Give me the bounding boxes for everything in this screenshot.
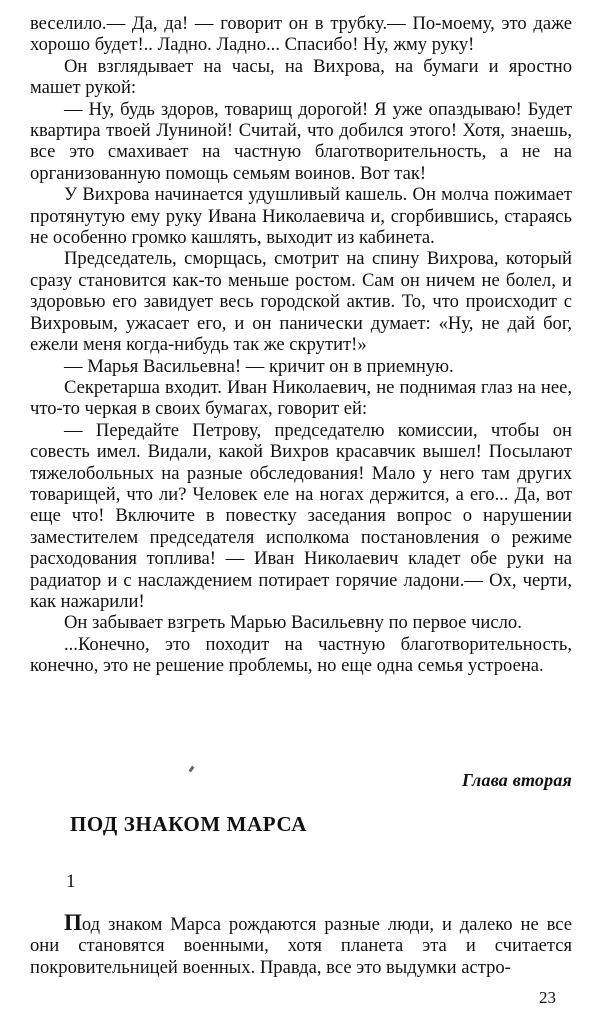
paragraph: Он забывает взгреть Марью Васильевну по первое число.: [64, 612, 522, 634]
paragraph: — Передайте Петрову, председателю комиссии, чтобы он совесть имел. Видали, какой Вихров красавчик вышел! Посылают тяжелобольных на разные обследования! Мало у него там других товарищей, что ли? Человек еле на ногах держится, а его... Да, вот еще что! Включите в повестку заседания вопрос о нарушении заместителем председателя исполкома постановления о режиме расходования топлива! — Иван Николаевич кладет обе руки на радиатор и с наслаждением потирает горячие ладони.— Ох, черти, как нажарили!: [30, 419, 572, 612]
chapter-opening-text: [30, 912, 572, 978]
body-text: [30, 13, 572, 677]
paragraph: Он взглядывает на часы, на Вихрова, на бумаги и яростно машет рукой:: [30, 55, 572, 99]
paragraph: Председатель, сморщась, смотрит на спину Вихрова, который сразу становится как-то меньше ростом. Сам он ничем не болел, и здоровью его завидует весь городской актив. То, что происходит с Вихровым, ужасает его, и он панически думает: «Ну, не дай бог, ежели меня когда-нибудь так же скрутит!»: [30, 248, 572, 356]
paragraph: У Вихрова начинается удушливый кашель. Он молча пожимает протянутую ему руку Ивана Николаевича и, сгорбившись, стараясь не особенно громко кашлять, выходит из кабинета.: [30, 184, 572, 249]
print-speck: [189, 766, 195, 773]
section-number: 1: [66, 871, 76, 892]
drop-cap: П: [64, 910, 82, 935]
paragraph: веселило.— Да, да! — говорит он в трубку.— По-моему, это даже хорошо будет!.. Ладно. Ладно... Спасибо! Ну, жму руку!: [30, 13, 572, 56]
paragraph: [30, 912, 572, 978]
chapter-label: Глава вторая: [461, 770, 572, 790]
paragraph: — Марья Васильевна! — кричит он в приемную.: [64, 355, 454, 377]
page-number: 23: [539, 988, 556, 1007]
paragraph: Секретарша входит. Иван Николаевич, не поднимая глаз на нее, что-то черкая в своих бумагах, говорит ей:: [30, 376, 572, 420]
paragraph-text: од знаком Марса рождаются разные люди, и далеко не все они становятся военными, хотя планета эта и считается покровительницей военных. Правда, все это выдумки астро-: [30, 914, 572, 978]
chapter-title: ПОД ЗНАКОМ МАРСА: [70, 812, 307, 836]
paragraph: — Ну, будь здоров, товарищ дорогой! Я уже опаздываю! Будет квартира твоей Луниной! Считай, что добился этого! Хотя, знаешь, все это смахивает на частную благотворительность, а не на организованную помощь семьям воинов. Вот так!: [30, 98, 572, 184]
paragraph: ...Конечно, это походит на частную благотворительность, конечно, это не решение проблемы, но еще одна семья устроена.: [30, 633, 572, 677]
